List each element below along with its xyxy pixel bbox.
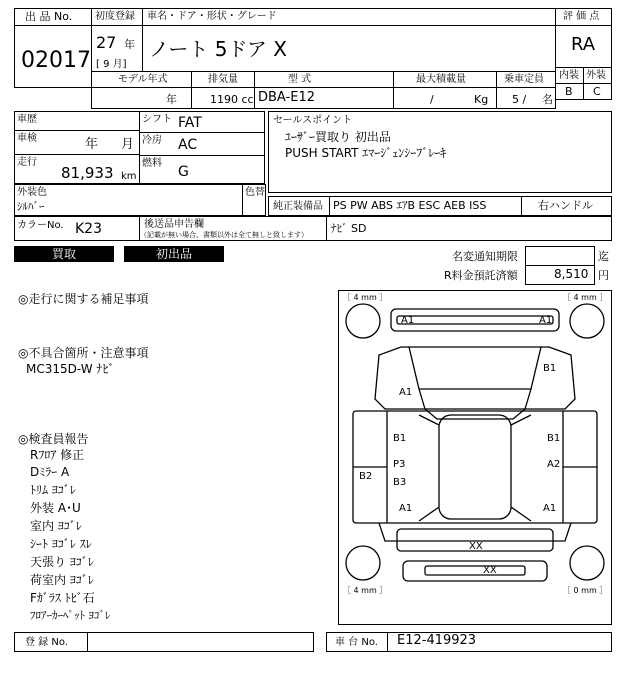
later-shipment-box <box>139 216 327 241</box>
tread-rear-left: ［ 4 mm ］ <box>343 586 388 595</box>
grade-box <box>555 8 612 100</box>
name-change-unit: 迄 <box>598 250 609 263</box>
sales-point-line-1: ﾕｰｻﾞｰ買取り 初出品 <box>285 130 391 144</box>
car-name-label: 車名・ドア・形状・グレード <box>147 11 277 22</box>
capacity-label: 乗車定員 <box>504 74 544 85</box>
grade-label: 評 価 点 <box>563 11 600 22</box>
defects-title: ◎不具合箇所・注意事項 <box>18 346 149 360</box>
ext-color-box <box>14 184 266 216</box>
inspector-line-1: Rﾌﾛｱ 修正 <box>30 448 85 462</box>
buy-bar: 買取 <box>14 246 114 262</box>
damage-mark-front-right: A1 <box>539 315 553 326</box>
inspector-line-4: 外装 A･U <box>30 501 81 515</box>
fuel-label: 燃料 <box>142 158 162 169</box>
shift-label: シフト <box>142 114 172 125</box>
inspector-line-10: ﾌﾛｱｰｶｰﾍﾟｯﾄ ﾖｺﾞﾚ <box>30 609 111 622</box>
sales-point-label: セールスポイント <box>273 115 353 126</box>
registration-box <box>14 632 314 652</box>
recycle-value-box <box>525 265 595 285</box>
max-load-unit: Kg <box>474 93 489 106</box>
recycle-value: 8,510 <box>554 267 589 281</box>
handle: 右ハンドル <box>538 199 593 212</box>
interior-grade: B <box>565 85 573 98</box>
handle-box <box>521 196 612 216</box>
damage-mark-rear-bumper: XX <box>483 565 497 576</box>
model-type: DBA-E12 <box>258 90 315 105</box>
later-shipment-label: 後送品申告欄 <box>144 219 204 230</box>
damage-mark-left-b2: B2 <box>359 471 373 482</box>
damage-mark-roof: XX <box>469 541 483 552</box>
fuel: G <box>178 164 189 180</box>
history-box <box>14 111 140 131</box>
chassis-box <box>326 632 612 652</box>
later-shipment-note: （記載が無い場合、書類以外は全て無しと致します） <box>140 231 308 239</box>
color-no-label: カラーNo. <box>17 220 64 231</box>
first-registration-box <box>91 8 143 72</box>
damage-mark-left-rear: A1 <box>399 503 413 514</box>
ac: AC <box>178 137 198 153</box>
inspection-year: 年 <box>85 137 99 152</box>
mileage-box <box>14 154 140 184</box>
inspector-title: ◎検査員報告 <box>18 432 89 446</box>
shift: FAT <box>178 115 202 131</box>
ac-box <box>139 132 265 156</box>
grade-score: RA <box>571 34 596 55</box>
mileage-label: 走行 <box>17 157 37 168</box>
inspection-label: 車検 <box>17 133 37 144</box>
car-outline-drawing <box>339 291 611 624</box>
chassis-number: E12-419923 <box>397 633 477 648</box>
inspector-line-6: ｼｰﾄ ﾖｺﾞﾚ ｽﾚ <box>30 537 92 551</box>
defect-line-1: MC315D-W ﾅﾋﾞ <box>26 362 115 376</box>
type-label: 型 式 <box>288 74 312 85</box>
sales-point-line-2: PUSH START ｴﾏｰｼﾞｪﾝｼｰﾌﾞﾚｰｷ <box>285 146 447 160</box>
recycle-unit: 円 <box>598 269 609 282</box>
nav-box <box>326 216 612 241</box>
lot-number-box <box>14 8 92 88</box>
sales-point-box <box>268 111 612 193</box>
inspector-line-5: 室内 ﾖｺﾞﾚ <box>30 519 82 533</box>
damage-mark-left-fender: A1 <box>399 387 413 398</box>
registration-label: 登 録 No. <box>25 637 68 648</box>
car-diagram <box>338 290 612 625</box>
damage-mark-right-rear: A1 <box>543 503 557 514</box>
inspector-line-3: ﾄﾘﾑ ﾖｺﾞﾚ <box>30 483 76 497</box>
shift-box <box>139 111 265 133</box>
mileage-unit: km <box>121 171 137 182</box>
name-change-value <box>525 246 595 266</box>
damage-mark-center-b3: B3 <box>393 477 407 488</box>
equipment-box <box>268 196 522 216</box>
damage-mark-front-left: A1 <box>401 315 415 326</box>
inspection-box <box>14 130 140 155</box>
damage-mark-left-front-door: B1 <box>393 433 407 444</box>
year-unit: 年 <box>124 38 135 51</box>
driving-remarks-title: ◎走行に関する補足事項 <box>18 292 149 306</box>
inspector-line-9: Fｶﾞﾗｽ ﾄﾋﾞ石 <box>30 591 95 605</box>
capacity: 5 / <box>512 93 527 106</box>
max-load-label: 最大積載量 <box>416 74 466 85</box>
displacement-label: 排気量 <box>208 74 238 85</box>
color-change-label: 色替 <box>245 187 265 198</box>
displacement: 1190 cc <box>210 93 254 106</box>
inspection-month: 月 <box>121 137 135 152</box>
ac-label: 冷房 <box>142 135 162 146</box>
first-registration-label: 初度登録 <box>95 11 135 22</box>
first-listing-bar: 初出品 <box>124 246 224 262</box>
nav: ﾅﾋﾞ SD <box>331 222 367 235</box>
ext-color-label: 外装色 <box>17 187 47 198</box>
inspector-line-2: Dﾐﾗｰ A <box>30 465 70 479</box>
damage-mark-right-a2: A2 <box>547 459 561 470</box>
inspector-line-8: 荷室内 ﾖｺﾞﾚ <box>30 573 94 587</box>
chassis-label: 車 台 No. <box>335 637 378 648</box>
exterior-grade: C <box>593 85 601 98</box>
first-registration-month: [ 9 月] <box>96 59 127 70</box>
color-no: K23 <box>75 221 102 237</box>
exterior-grade-label: 外装 <box>586 70 606 81</box>
first-registration-year: 27 <box>96 33 117 52</box>
damage-mark-right-front-door: B1 <box>547 433 561 444</box>
mileage: 81,933 <box>61 164 114 182</box>
interior-grade-label: 内装 <box>559 70 579 81</box>
lot-number: 02017 <box>21 48 91 73</box>
car-name-box <box>142 8 556 72</box>
recycle-label: R料金預託済額 <box>444 269 518 282</box>
car-name: ノート 5ドア X <box>149 37 287 61</box>
fuel-box <box>139 155 265 184</box>
spec-row <box>91 71 556 109</box>
inspector-line-7: 天張り ﾖｺﾞﾚ <box>30 555 94 569</box>
tread-front-right: ［ 4 mm ］ <box>563 293 608 302</box>
color-no-box <box>14 216 140 241</box>
model-year-unit: 年 <box>166 93 177 106</box>
tread-rear-right: ［ 0 mm ］ <box>563 586 608 595</box>
damage-mark-right-fender: B1 <box>543 363 557 374</box>
model-year-label: モデル年式 <box>118 74 168 85</box>
ext-color: ｼﾙﾊﾞｰ <box>17 200 45 213</box>
tread-front-left: ［ 4 mm ］ <box>343 293 388 302</box>
damage-mark-center-p3: P3 <box>393 459 406 470</box>
max-load-slash: / <box>430 93 434 106</box>
lot-number-label: 出 品 No. <box>25 10 73 23</box>
equipment: PS PW ABS ｴｱB ESC AEB ISS <box>333 199 487 212</box>
history-label: 車歴 <box>17 114 37 125</box>
equipment-label: 純正装備品 <box>273 201 323 212</box>
capacity-unit: 名 <box>542 93 553 106</box>
name-change-label: 名変通知期限 <box>452 250 518 263</box>
